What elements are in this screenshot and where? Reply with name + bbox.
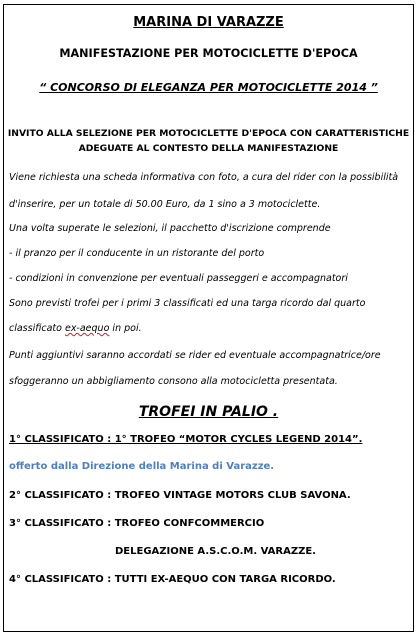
contest-text: “ CONCORSO DI ELEGANZA PER MOTOCICLETTE 2014 ” [39, 81, 378, 94]
prize-first-offer: offerto dalla Direzione della Marina di Varazze. [9, 461, 275, 472]
trofei-heading [4, 404, 413, 420]
event-subtitle: MANIFESTAZIONE PER MOTOCICLETTE D'EPOCA [59, 47, 358, 60]
trofei-heading-text: TROFEI IN PALIO [138, 404, 268, 420]
invitation-line-2: ADEGUATE AL CONTESTO DELLA MANIFESTAZIONE [78, 143, 339, 154]
body-line-1: Viene richiesta una scheda informativa con foto, a cura del rider con la possibilità [9, 172, 399, 183]
body-line-2: d'inserire, per un totale di 50.00 Euro, da 1 sino a 3 motociclette. [9, 199, 321, 210]
document-frame [3, 4, 414, 632]
invitation-heading [4, 126, 413, 156]
prize-first-text: 1° CLASSIFICATO : 1° TROFEO “MOTOR CYCLES LEGEND 2014”. [9, 434, 363, 445]
title-text: MARINA DI VARAZZE [133, 15, 284, 30]
contest-name [4, 81, 413, 94]
body-line-3: Una volta superate le selezioni, il pacchetto d'iscrizione comprende [9, 223, 331, 234]
trofei-heading-dot: . [267, 404, 279, 420]
body-line-6: Sono previsti trofei per i primi 3 classificati ed una targa ricordo dal quarto [9, 298, 366, 309]
prize-first [9, 434, 362, 445]
body-line-5: - condizioni in convenzione per eventuali passeggeri e accompagnatori [9, 273, 348, 284]
body-line-7 [9, 323, 142, 334]
body-line-8: Punti aggiuntivi saranno accordati se rider ed eventuale accompagnatrice/ore [9, 350, 381, 361]
body-line-7-c: in poi. [109, 323, 142, 334]
prize-third: 3° CLASSIFICATO : TROFEO CONFCOMMERCIO [9, 518, 265, 529]
body-line-4: - il pranzo per il conducente in un ristorante del porto [9, 248, 265, 259]
prize-second: 2° CLASSIFICATO : TROFEO VINTAGE MOTORS CLUB SAVONA. [9, 490, 351, 501]
prize-third-continued: DELEGAZIONE A.S.C.O.M. VARAZZE. [115, 546, 316, 557]
body-line-7-a: classificato [9, 323, 65, 334]
document-title [4, 15, 413, 30]
invitation-line-1: INVITO ALLA SELEZIONE PER MOTOCICLETTE D'EPOCA CON CARATTERISTICHE [7, 128, 410, 139]
prize-fourth: 4° CLASSIFICATO : TUTTI EX-AEQUO CON TARGA RICORDO. [9, 574, 336, 585]
ex-aequo-word: ex-aequo [64, 323, 110, 334]
body-line-9: sfoggeranno un abbigliamento consono alla motocicletta presentata. [9, 376, 338, 387]
